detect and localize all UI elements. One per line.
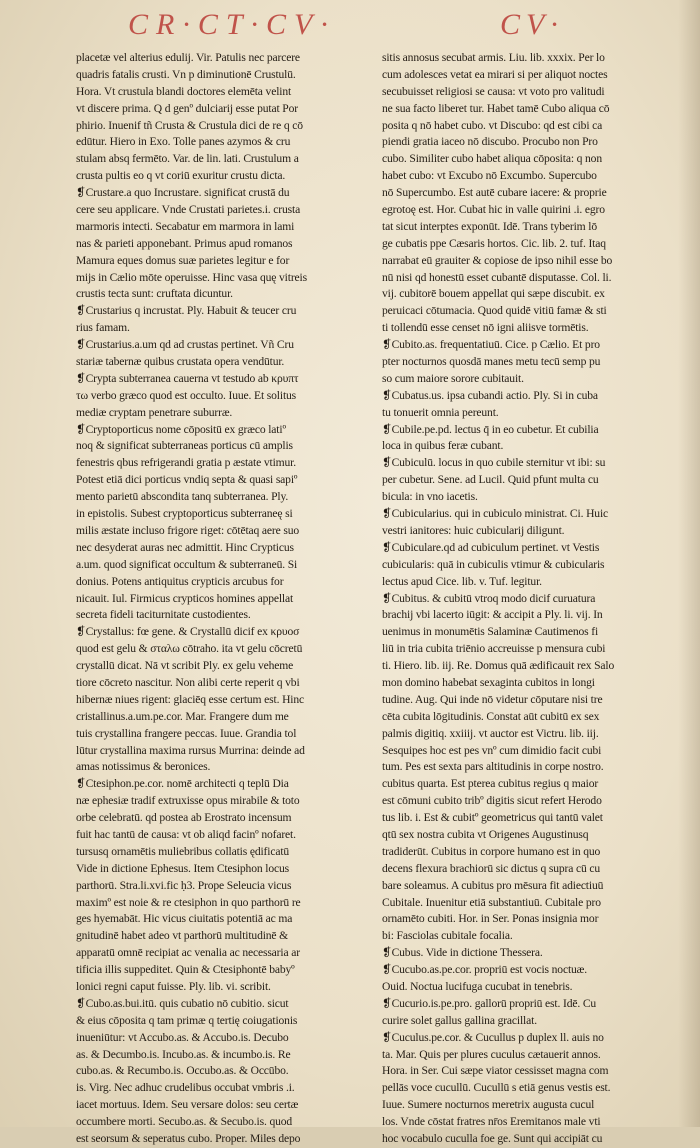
text-line: ❡Crypta subterranea cauerna vt testudo ab κρυπτ — [76, 371, 299, 385]
text-line: tum. Pes est sexta pars altitudinis in corpe nostro. — [382, 760, 604, 774]
text-line: ti tollendū esse censet nō igni aliisve tormētis. — [382, 321, 589, 335]
text-line: ❡Cucubo.as.pe.cor. propriū est vocis noctuæ. — [382, 963, 588, 977]
text-line: cubo. Similiter cubo habet aliqua cōposita: q non — [382, 152, 602, 166]
text-line: occumbere morti. Secubo.as. & Secubo.is. quod — [76, 1115, 293, 1129]
text-line: orbe celebratū. qd postea ab Erostrato incensum — [76, 811, 292, 825]
text-line: mijs in Cælio mōte operuisse. Hinc vasa quę vitreis — [76, 270, 307, 284]
text-line: tiore cōcreto nascitur. Non alibi certe reperit q vbi — [76, 675, 300, 689]
text-line: habet cubo: vt Excubo nō Excumbo. Supercubo — [382, 169, 597, 183]
text-line: crustis tecta sunt: cruftata dicuntur. — [76, 287, 233, 301]
text-line: vt discere prima. Q d genº dulciarij esse putat Por — [76, 101, 298, 115]
text-line: tus lib. i. Est & cubitº geometricus qui tantū valet — [382, 811, 603, 825]
text-line: a.um. quod significat occultum & subterraneū. Si — [76, 557, 298, 571]
text-line: stariæ tabernæ quibus crustata opera vendūtur. — [76, 355, 285, 369]
text-line: maximº est noie & re ctesiphon in quo parthorū re — [76, 895, 301, 909]
text-line: rius famam. — [76, 321, 130, 335]
text-line: is. Virg. Nec adhuc crudelibus occubat vmbris .i. — [76, 1081, 295, 1095]
text-line: marmoris intecti. Secabatur em marmora in lami — [76, 219, 295, 233]
text-line: in epistolis. Subest cryptoporticus subterraneę si — [76, 507, 293, 521]
right-column — [382, 50, 667, 1148]
text-line: lūtur crystallina maxima rursus Murrina: deinde ad — [76, 743, 305, 757]
text-line: ta. Mar. Quis per plures cuculus cætauerit annos. — [382, 1047, 601, 1061]
running-head-right: CV· — [500, 8, 564, 41]
text-line: fuit hac tantū de causa: vt ob aliqd facinº nofaret. — [76, 827, 296, 841]
text-line: tat sicut interptes exponūt. Idē. Trans tyberim lō — [382, 219, 598, 233]
text-line: stulam absq fermēto. Var. de lin. lati. Crustulum a — [76, 152, 299, 166]
text-line: ❡Cuculus.pe.cor. & Cucullus p duplex ll. auis no — [382, 1030, 604, 1044]
text-line: parthorū. Stra.li.xvi.fic ḥ3. Prope Seleucia vicus — [76, 878, 292, 892]
text-line: ❡Cubiculū. locus in quo cubile sternitur vt ibi: su — [382, 456, 606, 470]
text-line: liū in tria cubita triēnio accreuisse p mensura cubi — [382, 642, 606, 656]
text-line: quadris fatalis crusti. Vn p diminutionē Crustulū. — [76, 67, 296, 81]
text-line: bi: Fasciolas cubitale focalia. — [382, 929, 513, 943]
text-line: tursusq ornamētis muliebribus collatis ędificatū — [76, 844, 290, 858]
text-line: apparatū omnē recipiat ac venalia ac necessaria ar — [76, 946, 300, 960]
text-line: crystallū dicat. Nā vt scribit Ply. ex gelu veheme — [76, 659, 294, 673]
text-line: ❡Cubiculare.qd ad cubiculum pertinet. vt Vestis — [382, 540, 600, 554]
text-line: ❡Cubitus. & cubitū vtroq modo dicif curuatura — [382, 591, 596, 605]
text-line: Hora. Vt crustula blandi doctores elemēta velint — [76, 84, 292, 98]
text-line: brachij vbi lacerto iūgit: & accipit a Ply. li. vij. In — [382, 608, 603, 622]
text-line: mediæ cryptam penetrare suburræ. — [76, 405, 233, 419]
text-line: nō Supercumbo. Est autē cubare iacere: & proprie — [382, 186, 607, 200]
text-line: ❡Cubo.as.bui.itū. quis cubatio nō cubitio. sicut — [76, 996, 289, 1010]
text-line: ornamēto cubiti. Hor. in Ser. Ponas insignia mor — [382, 912, 599, 926]
text-line: cubicularis: quā in cubiculis vtimur & cubicularis — [382, 557, 605, 571]
text-line: ❡Cryptoporticus nome cōpositū ex græco latiº — [76, 422, 286, 436]
text-line: lectus apud Cice. lib. v. Tuf. legitur. — [382, 574, 542, 588]
text-line: tuis crystallina frangere peccas. Iuue. Grandia tol — [76, 726, 297, 740]
text-line: nas & parieti apponebant. Primus apud romanos — [76, 236, 293, 250]
text-line: tificia illis suppeditet. Quin & Ctesiphontē babyº — [76, 963, 295, 977]
text-line: phirio. Inuenif tñ Crusta & Crustula dici de re q cō — [76, 118, 303, 132]
text-line: egrotoę est. Hor. Cubat hic in valle quirini .i. egro — [382, 203, 605, 217]
text-line: qtū sex nostra cubita vt Origenes Augustinusq — [382, 827, 589, 841]
text-line: nū nisi qd honestū esset cubantē disputasse. Col. li. — [382, 270, 612, 284]
text-line: noq & significat subterraneas porticus cū amplis — [76, 439, 293, 453]
text-line: Potest etiā dici porticus vndiq septa & quasi sapiº — [76, 473, 298, 487]
text-line: ge cubatis ppe Cæsaris hortos. Cic. lib. 2. tuf. Itaq — [382, 236, 606, 250]
text-line: ❡Cubicularius. qui in cubiculo ministrat. Ci. Huic — [382, 507, 609, 521]
text-line: crusta pultis eo q vt coriū exuritur crustu dicta. — [76, 169, 286, 183]
text-line: pellās voce cucullū. Cucullū s etiā genus vestis est. — [382, 1081, 611, 1095]
text-line: est seorsum & seperatus cubo. Proper. Miles depo — [76, 1132, 301, 1145]
text-line: nicauit. Iul. Firmicus crypticos homines appellat — [76, 591, 294, 605]
text-line: as. & Decumbo.is. Incubo.as. & incumbo.is. Re — [76, 1047, 291, 1061]
text-line: tradiderūt. Cubitus in corpore humano est in quo — [382, 844, 601, 858]
text-line: tudine. Aug. Qui inde nō videtur cōputare nisi tre — [382, 692, 603, 706]
text-line: ti. Hiero. lib. iij. Re. Domus quā ædificauit rex Salo — [382, 659, 615, 673]
text-line: ges hyemabāt. Hic vicus ciuitatis potentiā ac ma — [76, 912, 293, 926]
text-line: mon domino habebat sexaginta cubitos in longi — [382, 675, 595, 689]
text-line: ❡Cubito.as. frequentatiuū. Cice. p Cælio. Et pro — [382, 338, 600, 352]
text-line: secreta fideli taciturnitate custodientes. — [76, 608, 251, 622]
text-line: ❡Crustarius.a.um qd ad crustas pertinet. Vñ Cru — [76, 338, 294, 352]
text-line: Hora. in Ser. Cui sæpe viator cessisset magna com — [382, 1064, 609, 1078]
text-line: hibernæ niues rigent: glaciēq esse certum est. Hinc — [76, 692, 305, 706]
text-line: ❡Cucurio.is.pe.pro. gallorū propriū est. Idē. Cu — [382, 996, 597, 1010]
text-line: τω verbo græco quod est occulto. Iuue. Et solitus — [76, 388, 297, 402]
text-line: amas notissimus & beronices. — [76, 760, 211, 774]
text-line: inueniūtur: vt Accubo.as. & Accubo.is. Decubo — [76, 1030, 289, 1044]
text-line: fenestris qbus refrigerandi gratia p æstate vtimur. — [76, 456, 296, 470]
text-line: vestri ianitores: huic cubicularij diligunt. — [382, 523, 565, 537]
text-line: cristallinus.a.um.pe.cor. Mar. Frangere dum me — [76, 709, 289, 723]
text-line: Iuue. Sumere nocturnos meretrix augusta cucul — [382, 1098, 595, 1112]
text-line: ❡Cubile.pe.pd. lectus q̄ in eo cubetur. Et cubilia — [382, 422, 599, 436]
text-line: narrabat eū grauiter & copiose de ipso nihil esse bo — [382, 253, 613, 267]
left-column — [76, 50, 366, 1148]
text-line: lonici regni caput fuisse. Ply. lib. vi. scribit. — [76, 979, 271, 993]
text-line: cēta cubita lōgitudinis. Constat aūt cubitū ex sex — [382, 709, 600, 723]
text-line: ❡Crustarius q incrustat. Ply. Habuit & teucer cru — [76, 304, 297, 318]
text-line: cere seu applicare. Vnde Crustati parietes.i. crusta — [76, 203, 301, 217]
text-line: sitis annosus secubat armis. Liu. lib. xxxix. Per lo — [382, 51, 605, 64]
text-line: Ouid. Noctua lucifuga cucubat in tenebris. — [382, 979, 573, 993]
text-line: nec desyderat auras nec admittit. Hinc Crypticus — [76, 540, 294, 554]
text-line: ❡Cubatus.us. ipsa cubandi actio. Ply. Si in cuba — [382, 388, 598, 402]
text-line: Mamura eques domus suæ parietes legitur e for — [76, 253, 290, 267]
text-line: Sesquipes hoc est pes vnº cum dimidio facit cubi — [382, 743, 602, 757]
text-line: so cum maiore sorore cubitauit. — [382, 371, 524, 385]
text-line: posita q nō habet cubo. vt Discubo: qd est cibi ca — [382, 118, 603, 132]
text-line: iacet mortuus. Idem. Seu versare dolos: seu certæ — [76, 1098, 299, 1112]
text-line: vij. cubitorē bouem appellat qui sæpe discubit. ex — [382, 287, 605, 301]
text-line: secubuisset religiosi se causa: vt voto pro valitudi — [382, 84, 605, 98]
running-head — [0, 6, 700, 46]
text-line: & eius cōposita q tam primæ q tertię coiugationis — [76, 1013, 298, 1027]
text-line: mento parietū abscondita tanq subterranea. Ply. — [76, 490, 289, 504]
running-head-left: CR·CT·CV· — [128, 8, 336, 41]
text-line: tu tonuerit omnia pereunt. — [382, 405, 499, 419]
page-edge-shadow — [678, 0, 700, 1127]
text-line: gnitudinē habet adeo vt parthorū multitudinē & — [76, 929, 289, 943]
text-line: hoc vocabulo cuculla foe ge. Sunt qui accipiāt cu — [382, 1132, 603, 1145]
text-line: milis æstate incluso frigore riget: cōtētaq aere suo — [76, 523, 300, 537]
text-line: næ ephesiæ tradif extruxisse opus mirabile & toto — [76, 794, 300, 808]
text-line: Vide in dictione Ephesus. Item Ctesiphon locus — [76, 861, 289, 875]
text-line: ne sua facto liberet tur. Habet tamē Cubo aliqua cō — [382, 101, 610, 115]
text-line: palmis digitiq. xxiiij. vt auctor est Victru. lib. iij. — [382, 726, 599, 740]
text-line: est cōmuni cubito tribº digitis sicut refert Herodo — [382, 794, 602, 808]
text-line: per cubetur. Sene. ad Lucil. Quid pfunt multa cu — [382, 473, 599, 487]
text-line: bicula: in vno iacetis. — [382, 490, 478, 504]
text-line: bare soleamus. A cubitus pro mēsura fit adiectiuū — [382, 878, 604, 892]
text-line: placetæ vel alterius edulij. Vir. Patulis nec parcere — [76, 51, 300, 64]
text-line: ❡Crystallus: fœ gene. & Crystallū dicif ex κρυοσ — [76, 625, 300, 639]
text-line: ❡Crustare.a quo Incrustare. significat crustā du — [76, 186, 290, 200]
text-line: loca in quibus feræ cubant. — [382, 439, 504, 453]
text-line: piendi gratia iaceo nō discubo. Procubo non Pro — [382, 135, 598, 149]
text-line: los. Vnde cōstat fratres nr̄os Eremitanos male vti — [382, 1115, 601, 1129]
text-line: ❡Cubus. Vide in dictione Thessera. — [382, 946, 543, 960]
text-line: quod est gelu & σταλω cōtraho. ita vt gelu cōcretū — [76, 642, 303, 656]
text-line: edūtur. Hiero in Exo. Tolle panes azymos & cru — [76, 135, 291, 149]
text-line: donius. Potens antiquitus crypticis arcubus for — [76, 574, 284, 588]
text-line: cubo.as. & Recumbo.is. Occubo.as. & Occūbo. — [76, 1064, 289, 1078]
text-line: uenimus in monumētis Salaminæ Cautimenos fi — [382, 625, 599, 639]
text-line: ❡Ctesiphon.pe.cor. nomē architecti q teplū Dia — [76, 777, 289, 791]
text-line: cum adolesces vetat ea mirari si per aliquot noctes — [382, 67, 608, 81]
text-line: curire solet gallus gallina gracillat. — [382, 1013, 537, 1027]
text-line: peruicaci cōtumacia. Quod quidē vitiū famæ & sti — [382, 304, 607, 318]
text-line: decens flexura brachiorū sic dictus q supra cū cu — [382, 861, 600, 875]
text-line: Cubitale. Inuenitur etiā substantiuū. Cubitale pro — [382, 895, 601, 909]
text-line: cubitus quarta. Est ptereа cubitus regius q maior — [382, 777, 599, 791]
text-line: pter nocturnos quosdā manes metu tecū semp pu — [382, 355, 601, 369]
